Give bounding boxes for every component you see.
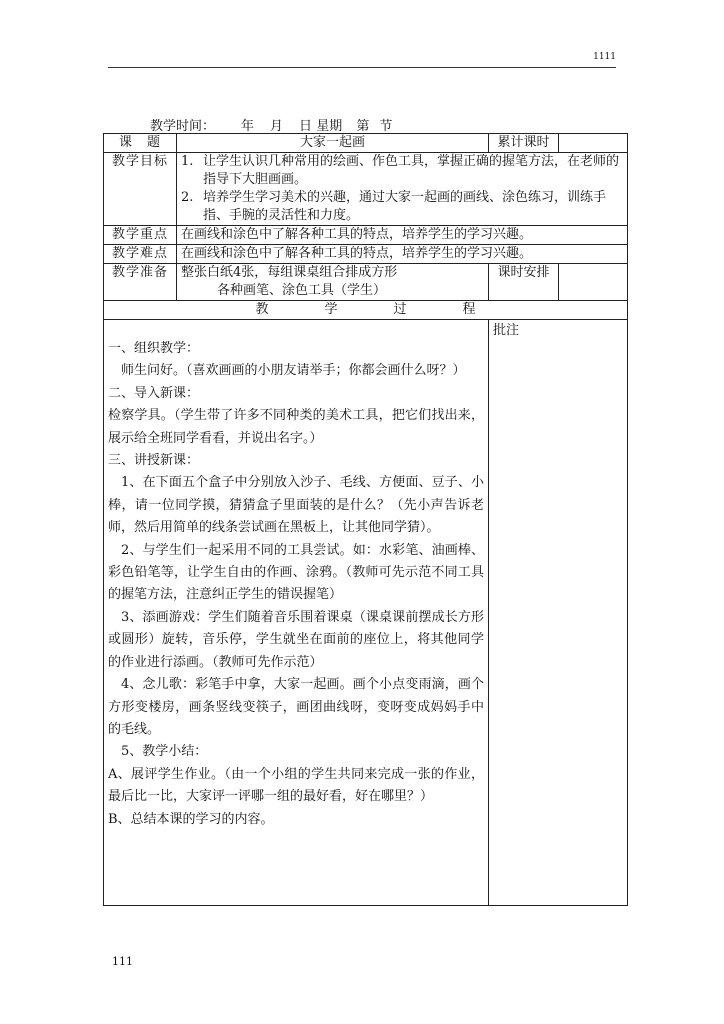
hours-value [559, 134, 628, 153]
difficulty-value: 在画线和涂色中了解各种工具的特点，培养学生的学习兴趣。 [177, 245, 628, 264]
difficulty-label: 教学难点 [104, 245, 177, 264]
process-heading: 一、组织教学： [108, 341, 200, 356]
month-blank [254, 119, 270, 134]
hours-label: 累计课时 [489, 134, 559, 153]
period-blank [369, 119, 379, 134]
schedule-value [559, 264, 628, 301]
notes-column [489, 320, 628, 906]
goals-label: 教学目标 [104, 153, 177, 226]
time-day: 日 [299, 119, 313, 134]
header-rule [108, 67, 616, 68]
goal-item [181, 189, 623, 225]
process-paragraph: 检察学具。（学生带了许多不同种类的美术工具，把它们找出来，展示给全班同学看看，并说出名字。） [108, 408, 485, 446]
prep-line-1: 整张白纸4张，每组课桌组合排成方形 [181, 265, 398, 280]
day-blank [283, 119, 299, 134]
time-month: 月 [270, 119, 284, 134]
prep-label: 教学准备 [104, 264, 177, 301]
schedule-label: 课时安排 [489, 264, 559, 301]
process-heading: 二、导入新课： [108, 385, 200, 401]
process-paragraph: B、总结本课的学习的内容。 [108, 811, 274, 827]
process-heading: 三、讲授新课： [108, 453, 200, 469]
process-body [104, 320, 489, 906]
process-header-char: 过 [393, 302, 407, 317]
goal-number: 1. [181, 154, 194, 169]
topic-value: 大家一起画 [177, 134, 489, 153]
time-weekday: 星期 [316, 119, 343, 134]
key-value: 在画线和涂色中了解各种工具的特点，培养学生的学习兴趣。 [177, 226, 628, 245]
process-paragraph: 4、念儿歌：彩笔手中拿，大家一起画。画个小点变雨滴，画个方形变楼房，画条竖线变筷子，画团曲线呀，变呀变成妈妈手中的毛线。 [108, 677, 485, 737]
goal-number: 2. [181, 190, 194, 205]
time-period-suffix: 节 [379, 119, 393, 134]
process-header [104, 301, 628, 320]
weekday-blank [342, 119, 352, 134]
page-header-number: 1111 [593, 52, 616, 62]
lesson-plan-table [103, 133, 628, 906]
process-header-char: 教 [255, 302, 269, 317]
prep-line-2: 各种画笔、涂色工具（学生） [217, 283, 387, 298]
goal-text: 让学生认识几种常用的绘画、作色工具，掌握正确的握笔方法，在老师的指导下大胆画画。 [203, 154, 620, 187]
time-year: 年 [241, 119, 255, 134]
notes-label: 批注 [493, 323, 520, 338]
process-paragraph: 3、添画游戏：学生们随着音乐围着课桌（课桌课前摆成长方形或圆形）旋转，音乐停，学生就坐在面前的座位上，将其他同学的作业进行添画。（教师可先作示范） [108, 609, 485, 670]
process-paragraph: 2、与学生们一起采用不同的工具尝试。如：水彩笔、油画棒、彩色铅笔等，让学生自由的作画、涂鸦。（教师可先示范不同工具的握笔方法，注意纠正学生的错误握笔） [108, 542, 485, 603]
key-label: 教学重点 [104, 226, 177, 245]
goal-text: 培养学生学习美术的兴趣，通过大家一起画的画线、涂色练习，训练手指、手腕的灵活性和力度。 [203, 190, 607, 223]
process-paragraph: 师生问好。（喜欢画画的小朋友请举手；你都会画什么呀？） [121, 363, 466, 379]
year-blank [215, 119, 241, 134]
time-period-prefix: 第 [356, 119, 370, 134]
goals-cell [177, 153, 628, 226]
process-paragraph: 1、在下面五个盒子中分别放入沙子、毛线、方便面、豆子、小棒，请一位同学摸，猜猜盒子里面装的是什么？（先小声告诉老师，然后用简单的线条尝试画在黑板上，让其他同学猜）。 [108, 475, 485, 536]
topic-label: 课 题 [104, 134, 177, 153]
process-heading: 5、教学小结： [121, 744, 208, 760]
teaching-time-line [150, 115, 392, 134]
process-paragraph: A、展评学生作业。（由一个小组的学生共同来完成一张的作业，最后比一比，大家评一评哪一组的最好看，好在哪里？） [108, 766, 485, 805]
prep-value [177, 264, 489, 301]
time-prefix: 教学时间： [150, 119, 216, 134]
goal-item [181, 153, 623, 189]
process-header-char: 学 [324, 302, 338, 317]
process-header-char: 程 [462, 302, 476, 317]
page-footer-number: 111 [112, 955, 133, 968]
